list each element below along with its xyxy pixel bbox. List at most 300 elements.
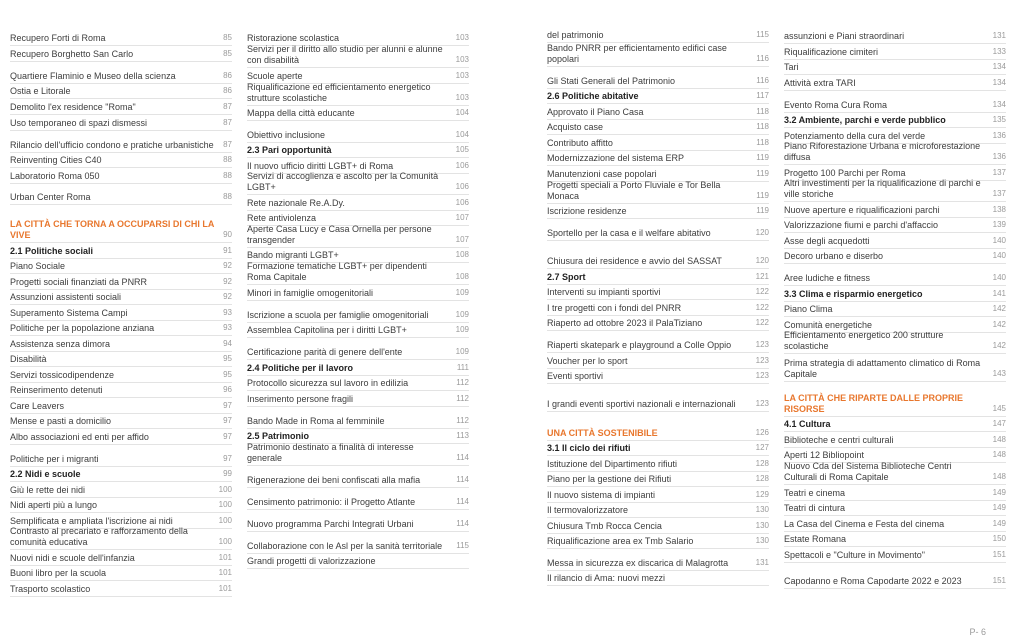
toc-section-heading[interactable]	[247, 143, 469, 158]
toc-entry-title: Modernizzazione del sistema ERP	[547, 152, 685, 163]
toc-entry-title: Interventi su impianti sportivi	[547, 286, 661, 297]
toc-column-2	[247, 31, 469, 569]
toc-entry[interactable]	[247, 407, 469, 429]
toc-entry[interactable]	[10, 84, 232, 99]
toc-entry-title: Collaborazione con le Asl per la sanità territoriale	[247, 540, 443, 551]
toc-entry[interactable]	[784, 532, 1006, 547]
toc-entry-title: Care Leavers	[10, 400, 65, 411]
toc-entry[interactable]	[10, 274, 232, 290]
toc-entry-title: del patrimonio	[547, 29, 604, 40]
toc-entry-page: 148	[992, 471, 1006, 481]
toc-entry-page: 115	[456, 540, 469, 550]
toc-entry-title: Piano per la gestione dei Rifiuti	[547, 473, 672, 484]
toc-entry-title: Reinventing Cities C40	[10, 154, 102, 165]
toc-entry-page: 92	[223, 291, 232, 301]
toc-entry-page: 106	[455, 160, 469, 170]
toc-entry[interactable]	[547, 151, 769, 166]
toc-entry[interactable]	[247, 488, 469, 510]
toc-entry-page: 149	[992, 487, 1006, 497]
toc-entry[interactable]	[10, 336, 232, 352]
toc-entry[interactable]	[10, 46, 232, 62]
toc-entry-page: 141	[992, 288, 1006, 298]
toc-entry-title: Servizi per il diritto allo studio per alunni e alunne con disabilità	[247, 44, 443, 65]
toc-entry[interactable]	[10, 31, 232, 46]
toc-entry-page: 123	[755, 339, 769, 349]
toc-entry-page: 151	[992, 549, 1006, 559]
toc-entry-page: 97	[223, 431, 232, 441]
toc-entry[interactable]	[547, 472, 769, 487]
toc-entry-page: 112	[456, 377, 469, 387]
toc-section-heading[interactable]	[784, 286, 1006, 302]
toc-entry[interactable]	[547, 285, 769, 300]
toc-entry-page: 114	[456, 518, 469, 528]
toc-entry-title: Rilancio dell'ufficio condono e pratiche urbanistiche	[10, 139, 214, 150]
toc-entry[interactable]	[547, 241, 769, 269]
toc-entry[interactable]	[547, 549, 769, 571]
toc-entry[interactable]	[10, 367, 232, 383]
toc-entry-page: 85	[223, 32, 232, 42]
toc-section-heading[interactable]	[784, 417, 1006, 432]
toc-entry-title: Urban Center Roma	[10, 191, 91, 202]
toc-entry-page: 93	[223, 322, 232, 332]
toc-entry-title: assunzioni e Piani straordinari	[784, 30, 905, 41]
toc-entry[interactable]	[10, 305, 232, 321]
toc-entry-title: 3.3 Clima e risparmio energetico	[784, 288, 923, 299]
toc-entry[interactable]	[547, 487, 769, 503]
toc-entry-page: 111	[456, 362, 469, 372]
page-number: P- 6	[969, 627, 986, 637]
toc-entry-title: Nuove aperture e riqualificazioni parchi	[784, 204, 940, 215]
toc-entry-title: I tre progetti con i fondi del PNRR	[547, 302, 682, 313]
toc-entry-page: 128	[755, 473, 769, 483]
toc-entry[interactable]	[10, 153, 232, 168]
toc-entry-page: 101	[218, 583, 232, 593]
toc-entry-page: 145	[992, 403, 1006, 413]
toc-entry[interactable]	[784, 547, 1006, 563]
toc-section-heading[interactable]	[10, 243, 232, 259]
toc-entry-page: 149	[992, 518, 1006, 528]
toc-entry-title: Teatri e cinema	[784, 487, 846, 498]
toc-entry[interactable]	[10, 445, 232, 467]
toc-entry-page: 137	[992, 167, 1006, 177]
toc-entry[interactable]	[784, 485, 1006, 501]
toc-entry-page: 86	[223, 70, 232, 80]
toc-entry-title: Progetto 100 Parchi per Roma	[784, 167, 906, 178]
toc-entry-page: 130	[755, 520, 769, 530]
toc-entry-title: I grandi eventi sportivi nazionali e internazionali	[547, 398, 736, 409]
toc-entry-title: Teatri di cintura	[784, 502, 846, 513]
toc-entry[interactable]	[784, 178, 1006, 202]
toc-entry[interactable]	[10, 62, 232, 84]
toc-entry-page: 90	[223, 229, 232, 239]
toc-entry[interactable]	[247, 285, 469, 301]
toc-entry-title: Patrimonio destinato a finalità di interesse generale	[247, 442, 414, 463]
toc-entry-page: 129	[755, 489, 769, 499]
toc-entry[interactable]	[547, 456, 769, 472]
toc-entry-page: 87	[223, 139, 232, 149]
toc-entry-page: 119	[756, 190, 769, 200]
toc-entry-page: 87	[223, 117, 232, 127]
toc-entry-page: 87	[223, 101, 232, 111]
toc-entry[interactable]	[10, 131, 232, 153]
toc-entry-page: 101	[218, 552, 232, 562]
toc-entry[interactable]	[547, 135, 769, 151]
toc-chapter-heading[interactable]	[10, 205, 232, 243]
toc-section-heading[interactable]	[547, 269, 769, 285]
toc-entry-title: 2.1 Politiche sociali	[10, 245, 94, 256]
toc-entry-title: Grandi progetti di valorizzazione	[247, 555, 376, 566]
toc-entry-title: Aree ludiche e fitness	[784, 272, 871, 283]
toc-entry-title: Ostia e Litorale	[10, 85, 71, 96]
toc-entry-title: Chiusura Tmb Rocca Cencia	[547, 520, 662, 531]
toc-entry-title: Demolito l'ex residence "Roma"	[10, 101, 136, 112]
toc-entry-page: 128	[755, 458, 769, 468]
toc-entry[interactable]	[247, 46, 469, 68]
toc-entry-page: 97	[223, 453, 232, 463]
toc-entry-page: 113	[456, 430, 469, 440]
toc-entry[interactable]	[547, 43, 769, 67]
toc-entry[interactable]	[10, 526, 232, 550]
toc-entry[interactable]	[784, 264, 1006, 286]
toc-entry-title: Efficientamento energetico 200 strutture scolastiche	[784, 330, 944, 351]
toc-entry-title: Superamento Sistema Campi	[10, 307, 128, 318]
toc-entry-page: 149	[992, 502, 1006, 512]
toc-entry[interactable]	[784, 302, 1006, 317]
toc-entry-title: Biblioteche e centri culturali	[784, 434, 894, 445]
toc-entry-title: Mense e pasti a domicilio	[10, 415, 112, 426]
toc-entry-page: 127	[755, 442, 769, 452]
toc-column-1	[10, 31, 232, 597]
toc-entry-page: 92	[223, 276, 232, 286]
toc-entry-title: Prima strategia di adattamento climatico di Roma Capitale	[784, 358, 981, 379]
toc-entry-page: 134	[992, 77, 1006, 87]
toc-entry[interactable]	[784, 60, 1006, 75]
toc-entry-title: Riqualificazione ed efficientamento energetico strutture scolastiche	[247, 82, 431, 103]
toc-entry[interactable]	[247, 121, 469, 143]
toc-entry-page: 142	[992, 319, 1006, 329]
toc-entry-page: 136	[992, 151, 1006, 161]
toc-entry-title: Attività extra TARI	[784, 77, 856, 88]
toc-entry[interactable]	[547, 503, 769, 518]
toc-entry-page: 123	[755, 370, 769, 380]
toc-entry[interactable]	[10, 168, 232, 184]
toc-entry-title: Decoro urbano e diserbo	[784, 250, 884, 261]
toc-entry-page: 94	[223, 338, 232, 348]
toc-entry-title: 3.2 Ambiente, parchi e verde pubblico	[784, 114, 946, 125]
toc-entry[interactable]	[784, 233, 1006, 249]
toc-entry[interactable]	[547, 316, 769, 331]
toc-entry-page: 134	[992, 61, 1006, 71]
toc-entry-title: Assunzioni assistenti sociali	[10, 291, 122, 302]
toc-entry-page: 103	[455, 32, 469, 42]
toc-entry-page: 114	[456, 496, 469, 506]
toc-entry[interactable]	[10, 383, 232, 398]
toc-entry-page: 119	[756, 152, 769, 162]
toc-entry[interactable]	[10, 290, 232, 305]
toc-entry-page: 95	[223, 353, 232, 363]
toc-entry[interactable]	[247, 532, 469, 554]
toc-entry-title: Capodanno e Roma Capodarte 2022 e 2023	[784, 575, 962, 586]
toc-entry-page: 88	[223, 191, 232, 201]
toc-entry-title: Recupero Borghetto San Carlo	[10, 48, 134, 59]
toc-entry-title: Riaperti skatepark e playground a Colle Oppio	[547, 339, 732, 350]
toc-entry-title: Il nuovo ufficio diritti LGBT+ di Roma	[247, 160, 394, 171]
toc-entry-title: Sportello per la casa e il welfare abitativo	[547, 227, 711, 238]
toc-entry-page: 130	[755, 535, 769, 545]
toc-entry[interactable]	[10, 581, 232, 597]
toc-entry-page: 86	[223, 85, 232, 95]
toc-entry[interactable]	[547, 104, 769, 120]
toc-entry-page: 123	[755, 398, 769, 408]
toc-entry-title: Rete antiviolenza	[247, 212, 317, 223]
toc-entry[interactable]	[784, 501, 1006, 516]
toc-chapter-heading[interactable]	[547, 412, 769, 441]
toc-entry-page: 103	[455, 54, 469, 64]
toc-entry[interactable]	[547, 120, 769, 135]
toc-entry-page: 115	[756, 29, 769, 39]
toc-entry-title: Acquisto case	[547, 121, 604, 132]
toc-entry-page: 103	[455, 70, 469, 80]
toc-entry-title: Inserimento persone fragili	[247, 393, 354, 404]
toc-entry-title: Valorizzazione fiumi e parchi d'affaccio	[784, 219, 938, 230]
toc-entry[interactable]	[784, 31, 1006, 44]
toc-entry[interactable]	[247, 444, 469, 466]
toc-entry[interactable]	[10, 352, 232, 367]
toc-entry-title: Servizi tossicodipendenze	[10, 369, 115, 380]
toc-entry-page: 107	[455, 212, 469, 222]
toc-entry-page: 112	[456, 393, 469, 403]
toc-entry-title: Semplificata e ampliata l'iscrizione ai nidi	[10, 515, 173, 526]
toc-entry-title: 2.6 Politiche abitative	[547, 90, 639, 101]
toc-entry[interactable]	[247, 323, 469, 338]
toc-entry-title: Approvato il Piano Casa	[547, 106, 644, 117]
toc-section-heading[interactable]	[784, 113, 1006, 128]
toc-entry[interactable]	[10, 429, 232, 445]
toc-entry[interactable]	[784, 202, 1006, 218]
toc-entry-title: Giù le rette dei nidi	[10, 484, 86, 495]
toc-entry-title: Bando migranti LGBT+	[247, 249, 339, 260]
toc-section-heading[interactable]	[10, 467, 232, 482]
toc-entry-page: 136	[992, 130, 1006, 140]
toc-entry-page: 91	[223, 245, 232, 255]
toc-entry[interactable]	[547, 31, 769, 43]
toc-entry-title: LA CITTÀ CHE TORNA A OCCUPARSI DI CHI LA VIVE	[10, 219, 214, 240]
toc-entry-page: 142	[992, 303, 1006, 313]
toc-entry-page: 100	[218, 484, 232, 494]
toc-entry-title: Voucher per lo sport	[547, 355, 628, 366]
toc-entry[interactable]	[10, 566, 232, 581]
toc-entry[interactable]	[10, 99, 232, 115]
toc-entry-page: 109	[455, 287, 469, 297]
toc-entry-page: 114	[456, 452, 469, 462]
toc-entry-title: Iscrizione a scuola per famiglie omogenitoriali	[247, 309, 429, 320]
toc-entry[interactable]	[784, 463, 1006, 485]
toc-entry-page: 131	[992, 30, 1006, 40]
toc-entry[interactable]	[247, 510, 469, 532]
toc-entry-title: Rete nazionale Re.A.Dy.	[247, 197, 345, 208]
toc-entry-page: 120	[755, 255, 769, 265]
toc-entry[interactable]	[10, 414, 232, 429]
toc-entry-page: 148	[992, 449, 1006, 459]
toc-entry-page: 118	[756, 137, 769, 147]
toc-entry-title: Messa in sicurezza ex discarica di Malagrotta	[547, 557, 729, 568]
toc-entry-page: 108	[455, 249, 469, 259]
toc-entry[interactable]	[10, 259, 232, 274]
toc-entry-page: 133	[992, 46, 1006, 56]
toc-section-heading[interactable]	[547, 441, 769, 456]
toc-entry-page: 105	[455, 144, 469, 154]
toc-entry-page: 140	[992, 250, 1006, 260]
toc-entry-page: 103	[455, 92, 469, 102]
toc-entry-page: 104	[455, 107, 469, 117]
toc-entry-title: Estate Romana	[784, 533, 847, 544]
toc-entry-title: Protocollo sicurezza sul lavoro in edilizia	[247, 377, 409, 388]
toc-entry-page: 140	[992, 272, 1006, 282]
toc-entry-title: Riqualificazione cimiteri	[784, 46, 879, 57]
toc-entry[interactable]	[247, 195, 469, 211]
toc-entry-page: 100	[218, 536, 232, 546]
toc-entry-title: Potenziamento della cura del verde	[784, 130, 926, 141]
toc-entry-page: 107	[455, 234, 469, 244]
toc-entry-title: Assistenza senza dimora	[10, 338, 111, 349]
toc-entry[interactable]	[247, 466, 469, 488]
toc-entry-title: Mappa della città educante	[247, 107, 355, 118]
toc-entry-page: 139	[992, 219, 1006, 229]
toc-entry-title: Piano Sociale	[10, 260, 66, 271]
toc-entry-page: 106	[455, 197, 469, 207]
toc-entry-page: 85	[223, 48, 232, 58]
toc-entry[interactable]	[10, 184, 232, 205]
toc-entry-title: La Casa del Cinema e Festa del cinema	[784, 518, 945, 529]
toc-entry[interactable]	[247, 376, 469, 391]
toc-entry[interactable]	[247, 301, 469, 323]
toc-entry-title: Servizi di accoglienza e ascolto per la Comunità LGBT+	[247, 171, 439, 192]
toc-entry-page: 95	[223, 369, 232, 379]
toc-entry[interactable]	[784, 249, 1006, 264]
toc-entry[interactable]	[784, 432, 1006, 448]
toc-entry-title: Altri investimenti per la riqualificazione di parchi e ville storiche	[784, 178, 981, 199]
toc-entry-title: Riaperto ad ottobre 2023 il PalaTiziano	[547, 317, 703, 328]
toc-entry-page: 134	[992, 99, 1006, 109]
toc-entry[interactable]	[547, 534, 769, 549]
toc-entry[interactable]	[784, 44, 1006, 60]
toc-entry-title: Bando Made in Roma al femminile	[247, 415, 385, 426]
toc-entry[interactable]	[784, 354, 1006, 382]
toc-entry-title: Laboratorio Roma 050	[10, 170, 100, 181]
toc-chapter-heading[interactable]	[784, 382, 1006, 417]
toc-entry-page: 123	[755, 355, 769, 365]
toc-entry[interactable]	[10, 482, 232, 498]
toc-entry[interactable]	[547, 331, 769, 353]
toc-entry-page: 117	[756, 90, 769, 100]
toc-entry-title: Comunità energetiche	[784, 319, 873, 330]
toc-entry-title: Chiusura dei residence e avvio del SASSAT	[547, 255, 722, 266]
toc-entry-page: 138	[992, 204, 1006, 214]
toc-entry[interactable]	[547, 67, 769, 89]
toc-entry-page: 126	[755, 427, 769, 437]
toc-entry-page: 100	[218, 515, 232, 525]
toc-entry[interactable]	[784, 91, 1006, 113]
toc-entry-page: 148	[992, 434, 1006, 444]
toc-entry-title: Tari	[784, 61, 799, 72]
toc-entry[interactable]	[247, 171, 469, 195]
toc-entry-page: 109	[455, 346, 469, 356]
toc-entry-title: Trasporto scolastico	[10, 583, 91, 594]
toc-entry[interactable]	[547, 204, 769, 219]
toc-entry-title: Asse degli acquedotti	[784, 235, 870, 246]
toc-entry-page: 137	[992, 188, 1006, 198]
toc-entry[interactable]	[10, 115, 232, 131]
toc-entry-page: 100	[218, 499, 232, 509]
toc-entry[interactable]	[247, 84, 469, 106]
toc-entry[interactable]	[247, 226, 469, 248]
toc-section-heading[interactable]	[247, 360, 469, 376]
toc-entry-page: 118	[756, 106, 769, 116]
toc-entry-title: Albo associazioni ed enti per affido	[10, 431, 149, 442]
toc-entry[interactable]	[247, 391, 469, 407]
toc-entry-title: Progetti speciali a Porto Fluviale e Tor Bella Monaca	[547, 180, 721, 201]
toc-entry[interactable]	[10, 498, 232, 513]
toc-entry-page: 143	[992, 368, 1006, 378]
toc-entry-page: 119	[756, 168, 769, 178]
toc-entry-page: 109	[455, 324, 469, 334]
toc-entry[interactable]	[547, 518, 769, 534]
toc-entry[interactable]	[10, 398, 232, 414]
toc-entry[interactable]	[547, 182, 769, 204]
toc-section-heading[interactable]	[547, 89, 769, 104]
toc-entry-page: 122	[755, 302, 769, 312]
toc-entry-page: 97	[223, 415, 232, 425]
toc-entry[interactable]	[784, 141, 1006, 165]
toc-entry-title: Formazione tematiche LGBT+ per dipendenti Roma Capitale	[247, 261, 427, 282]
toc-entry-title: Rigenerazione dei beni confiscati alla mafia	[247, 474, 421, 485]
toc-entry[interactable]	[547, 353, 769, 369]
toc-entry-title: Contrasto al precariato e rafforzamento della comunità educativa	[10, 526, 188, 547]
toc-entry-page: 112	[456, 415, 469, 425]
toc-entry-page: 147	[992, 418, 1006, 428]
toc-entry-page: 96	[223, 384, 232, 394]
toc-entry-title: Buoni libro per la scuola	[10, 567, 107, 578]
toc-entry-page: 109	[455, 309, 469, 319]
toc-entry[interactable]	[784, 516, 1006, 532]
toc-entry[interactable]	[784, 218, 1006, 233]
toc-entry[interactable]	[247, 263, 469, 285]
toc-entry[interactable]	[247, 554, 469, 569]
toc-entry-page: 106	[455, 181, 469, 191]
toc-entry[interactable]	[10, 550, 232, 566]
toc-entry[interactable]	[247, 338, 469, 360]
toc-entry-page: 151	[992, 575, 1006, 585]
toc-entry-title: Aperte Casa Lucy e Casa Ornella per persone transgender	[247, 224, 432, 245]
toc-entry[interactable]	[547, 571, 769, 586]
toc-entry[interactable]	[784, 563, 1006, 589]
toc-entry[interactable]	[10, 321, 232, 336]
toc-entry-title: Disabilità	[10, 353, 47, 364]
toc-entry[interactable]	[547, 384, 769, 412]
toc-entry-page: 140	[992, 235, 1006, 245]
toc-entry-title: Ristorazione scolastica	[247, 32, 340, 43]
toc-entry-title: Iscrizione residenze	[547, 205, 627, 216]
toc-entry[interactable]	[784, 330, 1006, 354]
toc-entry[interactable]	[547, 219, 769, 241]
toc-entry[interactable]	[247, 106, 469, 121]
toc-entry-title: UNA CITTÀ SOSTENIBILE	[547, 427, 658, 438]
toc-entry-title: Contributo affitto	[547, 137, 613, 148]
toc-entry-title: Istituzione del Dipartimento rifiuti	[547, 458, 678, 469]
toc-entry[interactable]	[547, 369, 769, 384]
toc-entry[interactable]	[547, 300, 769, 316]
toc-entry[interactable]	[784, 75, 1006, 91]
